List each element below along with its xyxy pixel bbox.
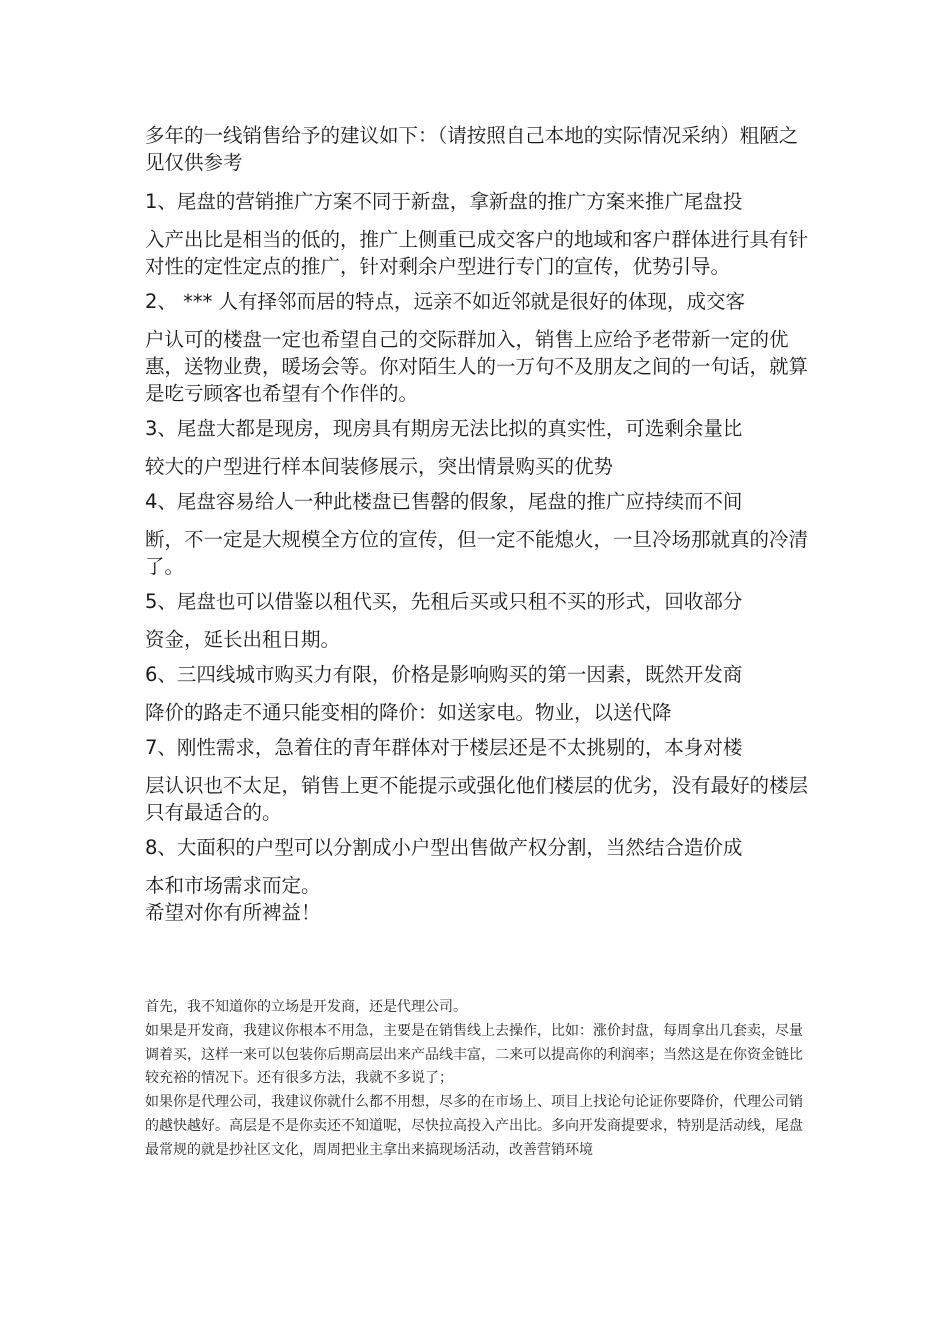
main-section (145, 122, 810, 926)
second-section (145, 996, 810, 1163)
list-item-first-line: 6、三四线城市购买力有限，价格是影响购买的第一因素，既然开发商 (145, 663, 743, 686)
list-item-continuation: 本和市场需求而定。 (145, 874, 321, 897)
list-item (145, 834, 810, 899)
list-item-first-line: 1、尾盘的营销推广方案不同于新盘，拿新盘的推广方案来推广尾盘投 (145, 190, 743, 213)
list-item (145, 288, 810, 407)
list-item (145, 488, 810, 580)
list-item (145, 588, 810, 653)
list-item-first-line: 2、 *** 人有择邻而居的特点，远亲不如近邻就是很好的体现，成交客 (145, 290, 746, 313)
second-section-paragraph: 如果是开发商，我建议你根本不用急，主要是在销售线上去操作，比如：涨价封盘，每周拿出几套卖，尽量调着买，这样一来可以包装你后期高层出来产品线丰富，二来可以提高你的利润率；当然这是在你资金链比较充裕的情况下。还有很多方法，我就不多说了； (145, 1022, 803, 1087)
second-section-paragraph: 如果你是代理公司，我建议你就什么都不用想，尽多的在市场上、项目上找论句论证你要降价，代理公司销的越快越好。高层是不是你卖还不知道呢，尽快拉高投入产出比。多向开发商提要求，特别是活动线，尾盘最常规的就是抄社区文化，周周把业主拿出来搞现场活动，改善营销环境 (145, 1094, 803, 1158)
closing-line: 希望对你有所裨益！ (145, 901, 321, 924)
list-item-first-line: 8、大面积的户型可以分割成小户型出售做产权分割，当然结合造价成 (145, 836, 743, 859)
list-item-continuation: 入产出比是相当的低的，推广上侧重已成交客户的地域和客户群体进行具有针对性的定性定点的推广，针对剩余户型进行专门的宣传，优势引导。 (145, 228, 809, 278)
list-item-continuation: 资金，延长出租日期。 (145, 628, 341, 651)
list-item-continuation: 层认识也不太足，销售上更不能提示或强化他们楼层的优劣，没有最好的楼层只有最适合的。 (145, 774, 809, 824)
list-item-continuation: 较大的户型进行样本间装修展示，突出情景购买的优势 (145, 455, 614, 478)
list-item (145, 415, 810, 480)
list-item (145, 661, 810, 726)
second-section-paragraph: 首先，我不知道你的立场是开发商，还是代理公司。 (145, 999, 467, 1015)
list-item-continuation: 断，不一定是大规模全方位的宣传，但一定不能熄火，一旦冷场那就真的冷清了。 (145, 528, 809, 578)
intro-paragraph: 多年的一线销售给予的建议如下：（请按照自己本地的实际情况采纳）粗陋之见仅供参考 (145, 124, 799, 174)
list-item (145, 188, 810, 280)
list-item-first-line: 5、尾盘也可以借鉴以租代买，先租后买或只租不买的形式，回收部分 (145, 590, 743, 613)
list-item-continuation: 户认可的楼盘一定也希望自己的交际群加入，销售上应给予老带新一定的优惠，送物业费，暖场会等。你对陌生人的一万句不及朋友之间的一句话，就算是吃亏顾客也希望有个作伴的。 (145, 328, 809, 405)
list-item-continuation: 降价的路走不通只能变相的降价：如送家电。物业，以送代降 (145, 701, 672, 724)
list-item-first-line: 7、刚性需求，急着住的青年群体对于楼层还是不太挑剔的，本身对楼 (145, 736, 743, 759)
list-item-first-line: 3、尾盘大都是现房，现房具有期房无法比拟的真实性，可选剩余量比 (145, 417, 743, 440)
list-item-first-line: 4、尾盘容易给人一种此楼盘已售罄的假象，尾盘的推广应持续而不间 (145, 490, 743, 513)
list-item (145, 734, 810, 826)
